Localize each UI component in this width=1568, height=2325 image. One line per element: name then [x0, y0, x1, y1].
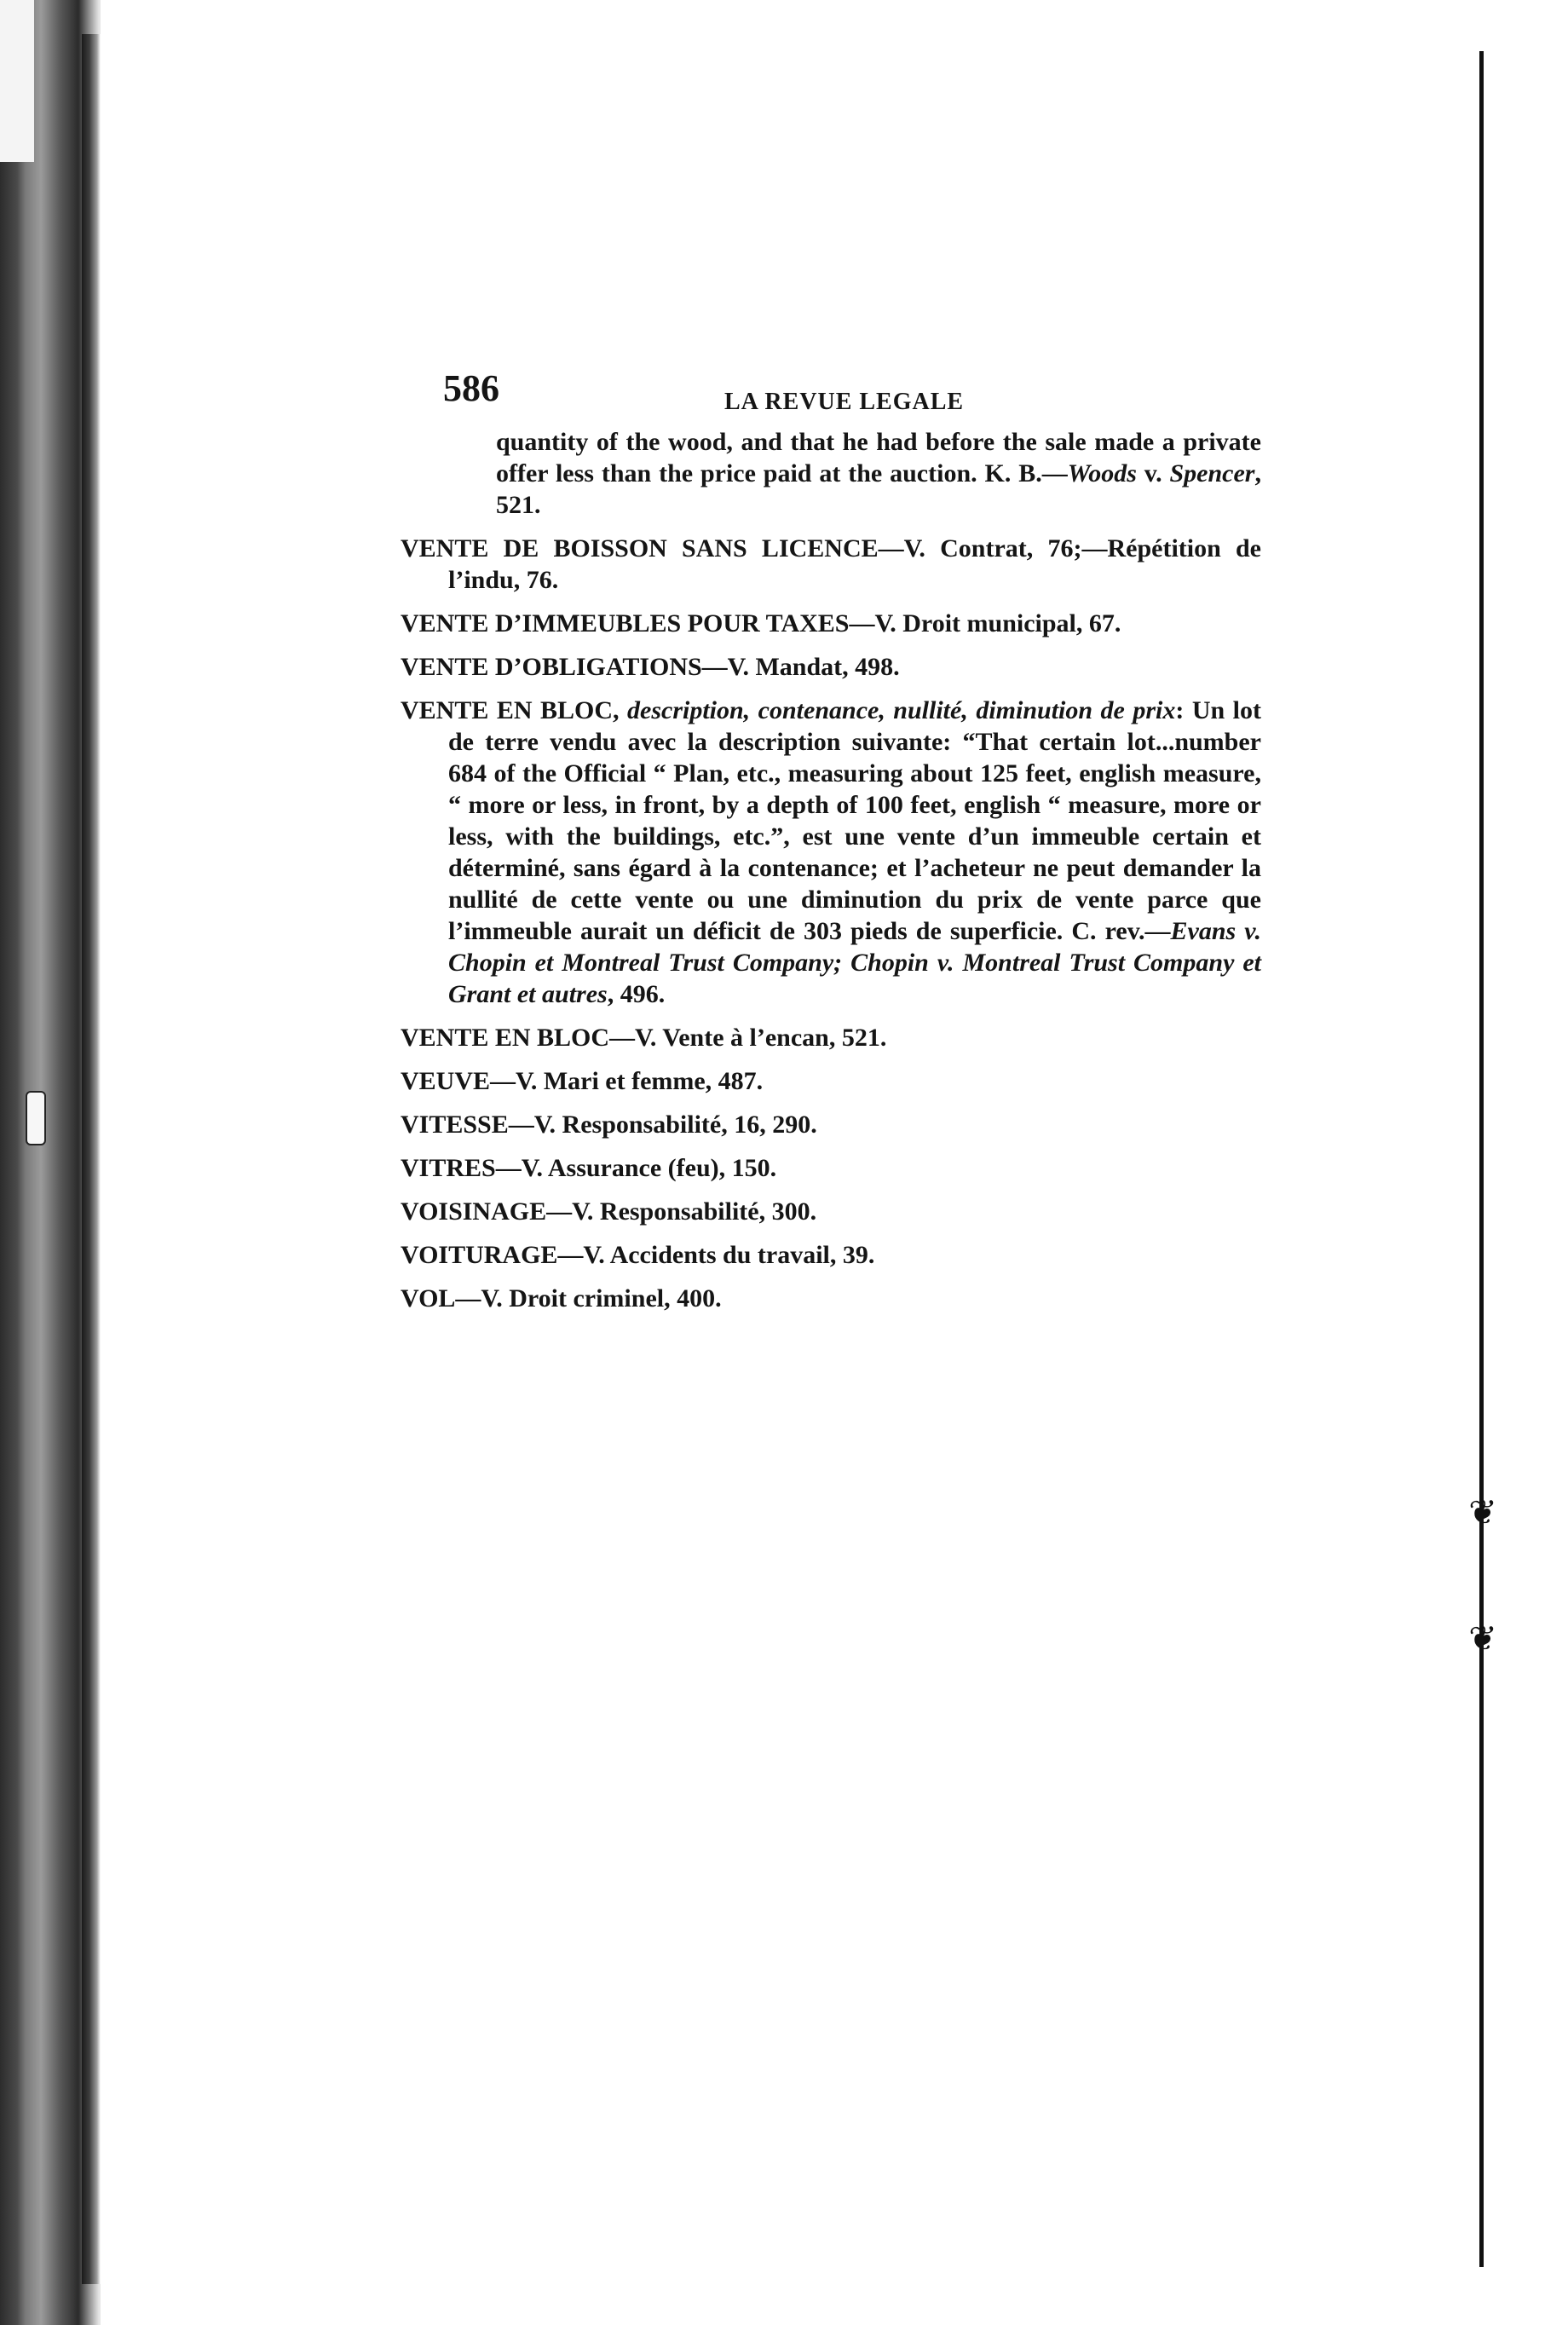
index-entry: VENTE DE BOISSON SANS LICENCE—V. Contrat, 76;—Répétition de l’indu, 76.: [401, 534, 1261, 594]
journal-title: LA REVUE LEGALE: [724, 389, 965, 415]
index-entry: VOITURAGE—V. Accidents du travail, 39.: [401, 1241, 875, 1269]
page-body: [401, 366, 1261, 1326]
index-entry: VENTE EN BLOC, description, contenance, nullité, diminution de prix: Un lot de terre vendu avec la description suivante: “That certain lot...number 684 of the Official “ Plan, etc., measuring about 125 feet, english measure, “ more or less, in front, by a depth of 100 feet, english “ measure, more or less, with the buildings, etc.”, est une vente d’un immeuble certain et déterminé, sans égard à la contenance; et l’acheteur ne peut demander la nullité de cette vente ou une diminution du prix de vente parce que l’immeuble aurait un déficit de 303 pieds de superficie. C. rev.—Evans v. Chopin et Montreal Trust Company; Chopin v. Montreal Trust Company et Grant et autres, 496.: [401, 696, 1261, 1008]
index-entry: VENTE D’IMMEUBLES POUR TAXES—V. Droit municipal, 67.: [401, 609, 1121, 638]
binding-ornament-icon: ❦: [1468, 1619, 1497, 1658]
running-head: [401, 366, 1261, 426]
scan-border-right: [1490, 0, 1568, 2325]
binding-line: [1479, 51, 1484, 2267]
index-entry: VOL—V. Droit criminel, 400.: [401, 1284, 722, 1312]
index-entry: VITRES—V. Assurance (feu), 150.: [401, 1154, 777, 1182]
page-fold-shadow: [82, 34, 101, 2284]
index-entry: VENTE D’OBLIGATIONS—V. Mandat, 498.: [401, 653, 900, 681]
page-number: 586: [443, 367, 499, 409]
index-entry-continued: quantity of the wood, and that he had before the sale made a private offer less than the price paid at the auction. K. B.—Woods v. Spencer, 521.: [496, 428, 1261, 519]
index-entry: VEUVE—V. Mari et femme, 487.: [401, 1067, 764, 1095]
index-entry: VENTE EN BLOC—V. Vente à l’encan, 521.: [401, 1024, 887, 1052]
binding-ornament-icon: ❦: [1468, 1493, 1497, 1532]
bookmark-tab: [26, 1091, 46, 1145]
index-entry: VITESSE—V. Responsabilité, 16, 290.: [401, 1111, 817, 1139]
index-entry: VOISINAGE—V. Responsabilité, 300.: [401, 1197, 817, 1226]
